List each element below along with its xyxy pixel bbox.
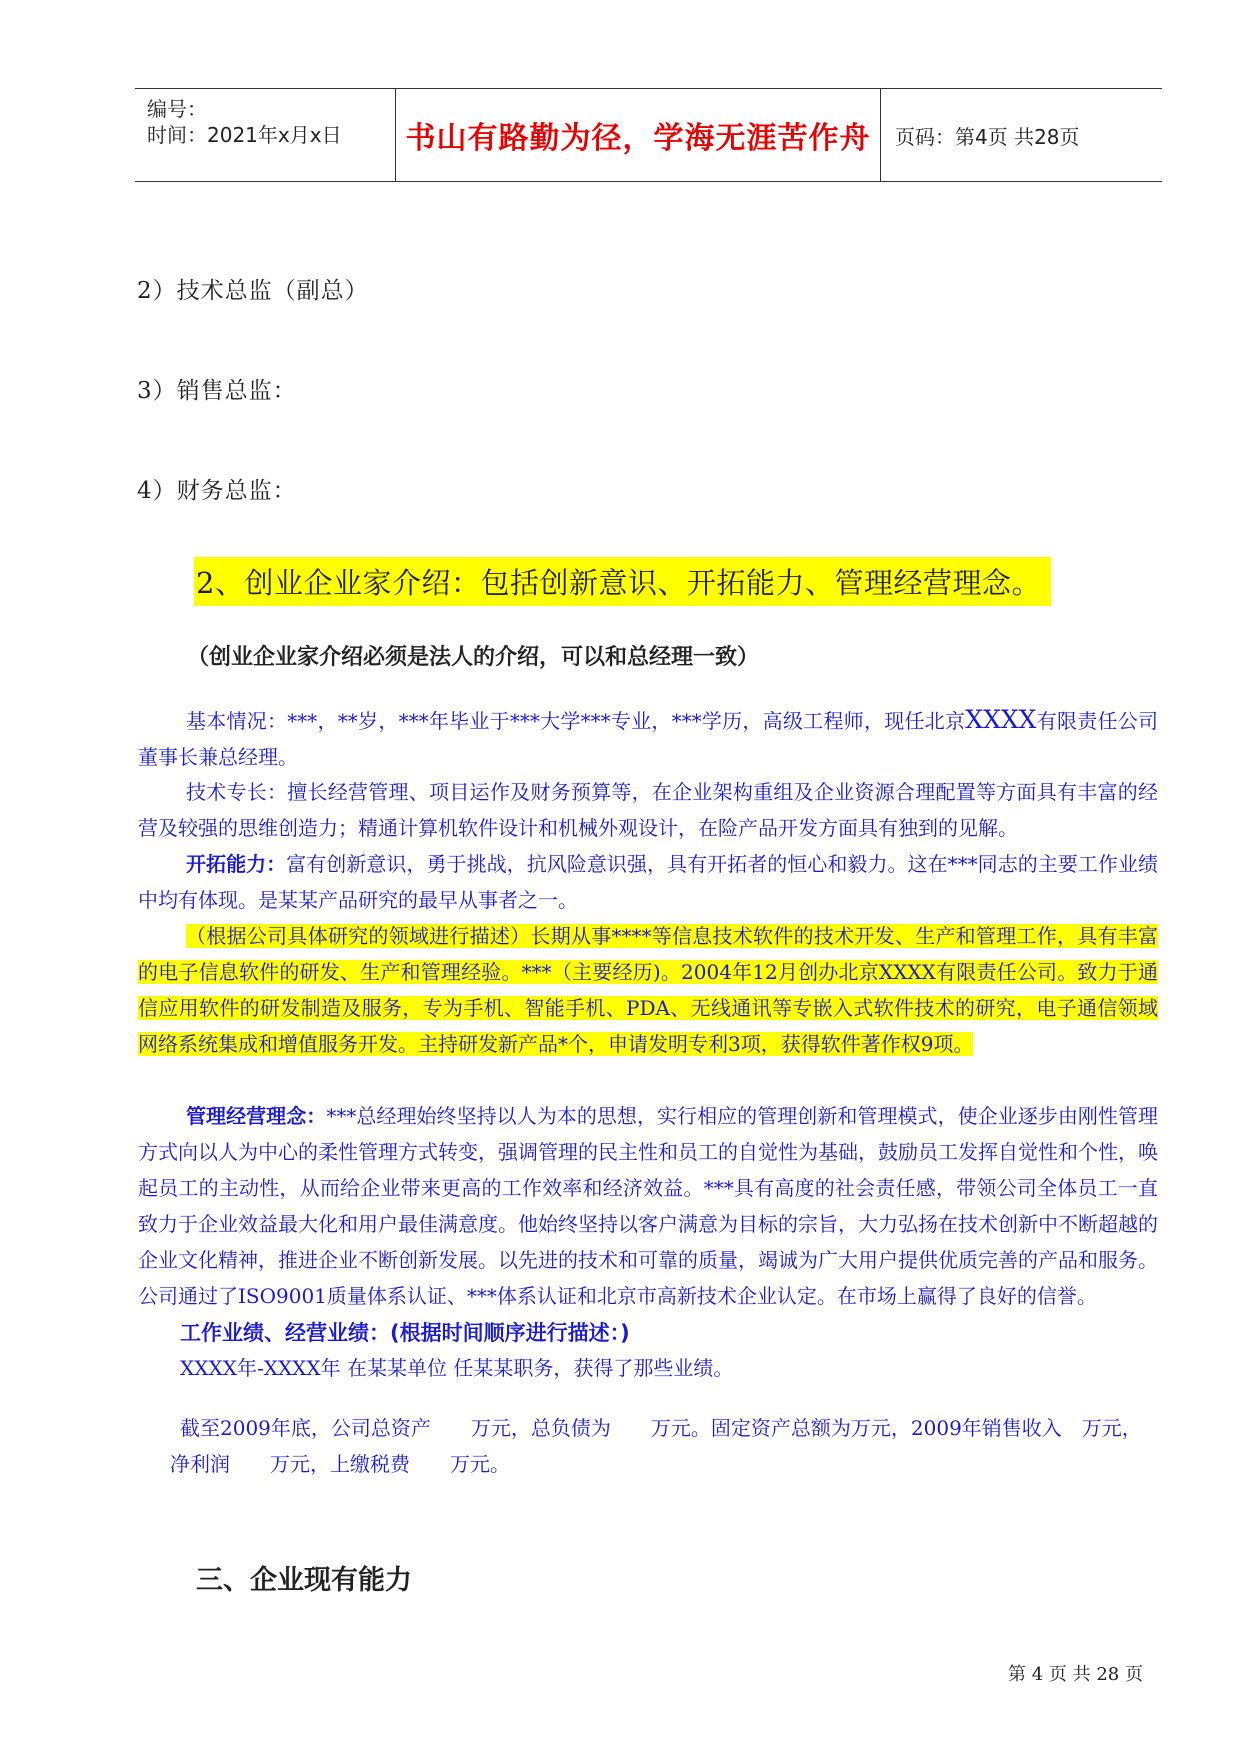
header-time-label: 时间：2021年x月x日 <box>147 123 342 147</box>
management-paragraph <box>138 1098 1158 1314</box>
page-footer: 第 4 页 共 28 页 <box>1008 1664 1143 1685</box>
pioneer-text: 富有创新意识，勇于挑战，抗风险意识强，具有开拓者的恒心和毅力。这在***同志的主要工作业绩中均有体现。是某某产品研究的最早从事者之一。 <box>138 852 1159 912</box>
work-performance-line: XXXX年-XXXX年 在某某单位 任某某职务，获得了那些业绩。 <box>180 1356 734 1380</box>
item-sales-director: 3）销售总监： <box>137 378 297 404</box>
expertise-paragraph: 技术专长：擅长经营管理、项目运作及财务预算等，在企业架构重组及企业资源合理配置等方面具有丰富的经营及较强的思维创造力；精通计算机软件设计和机械外观设计，在险产品开发方面具有独到的见解。 <box>138 780 1158 840</box>
section-3-heading: 三、企业现有能力 <box>196 1565 412 1596</box>
basic-info-text-a: 基本情况：***，**岁，***年毕业于***大学***专业，***学历，高级工程师，现任北京 <box>186 709 966 733</box>
header-motto-cell <box>395 89 881 181</box>
management-text: ***总经理始终坚持以人为本的思想，实行相应的管理创新和管理模式，使企业逐步由刚性管理方式向以人为中心的柔性管理方式转变，强调管理的民主性和员工的自觉性为基础，鼓励员工发挥自觉性和个性，唤起员工的主动性，从而给企业带来更高的工作效率和经济效益。***具有高度的社会责任感，带领公司全体员工一直致力于企业效益最大化和用户最佳满意度。他始终坚持以客户满意为目标的宗旨，大力弘扬在技术创新中不断超越的企业文化精神，推进企业不断创新发展。以先进的技术和可靠的质量，竭诚为广大用户提供优质完善的产品和服务。公司通过了ISO9001质量体系认证、***体系认证和北京市高新技术企业认定。在市场上赢得了良好的信誉。 <box>138 1104 1159 1308</box>
section-2-note: （创业企业家介绍必须是法人的介绍，可以和总经理一致） <box>187 645 760 670</box>
document-header <box>135 88 1162 182</box>
section-2-heading: 2、创业企业家介绍：包括创新意识、开拓能力、管理经营理念。 <box>194 557 1051 606</box>
basic-info-text-b: 有限责任公司董事长兼总经理。 <box>138 709 1159 769</box>
pioneer-paragraph <box>138 846 1158 918</box>
work-performance-heading: 工作业绩、经营业绩：(根据时间顺序进行描述：) <box>180 1321 630 1345</box>
header-page-label: 页码：第4页 共28页 <box>895 124 1080 149</box>
header-left-cell <box>135 89 395 181</box>
pioneer-label: 开拓能力： <box>186 852 287 876</box>
basic-info-company: XXXX <box>965 705 1037 734</box>
header-number-label: 编号： <box>147 97 207 121</box>
header-page-cell <box>881 89 1175 181</box>
experience-paragraph <box>138 918 1158 1062</box>
management-label: 管理经营理念： <box>186 1104 327 1128</box>
item-finance-director: 4）财务总监： <box>137 478 297 504</box>
header-motto: 书山有路勤为径，学海无涯苦作舟 <box>405 121 871 156</box>
assets-paragraph: 截至2009年底，公司总资产 万元，总负债为 万元。固定资产总额为万元，2009年销售收入 万元，净利润 万元，上缴税费 万元。 <box>170 1416 1142 1476</box>
basic-info-paragraph <box>138 702 1158 775</box>
experience-highlighted-text: （根据公司具体研究的领域进行描述）长期从事****等信息技术软件的技术开发、生产和管理工作，具有丰富的电子信息软件的研发、生产和管理经验。***（主要经历)。2004年12月创办北京XXXX有限责任公司。致力于通信应用软件的研发制造及服务，专为手机、智能手机、PDA、无线通讯等专嵌入式软件技术的研究，电子通信领域网络系统集成和增值服务开发。主持研发新产品*个，申请发明专利3项，获得软件著作权9项。 <box>138 924 1158 1056</box>
item-tech-director: 2）技术总监（副总） <box>137 278 369 304</box>
